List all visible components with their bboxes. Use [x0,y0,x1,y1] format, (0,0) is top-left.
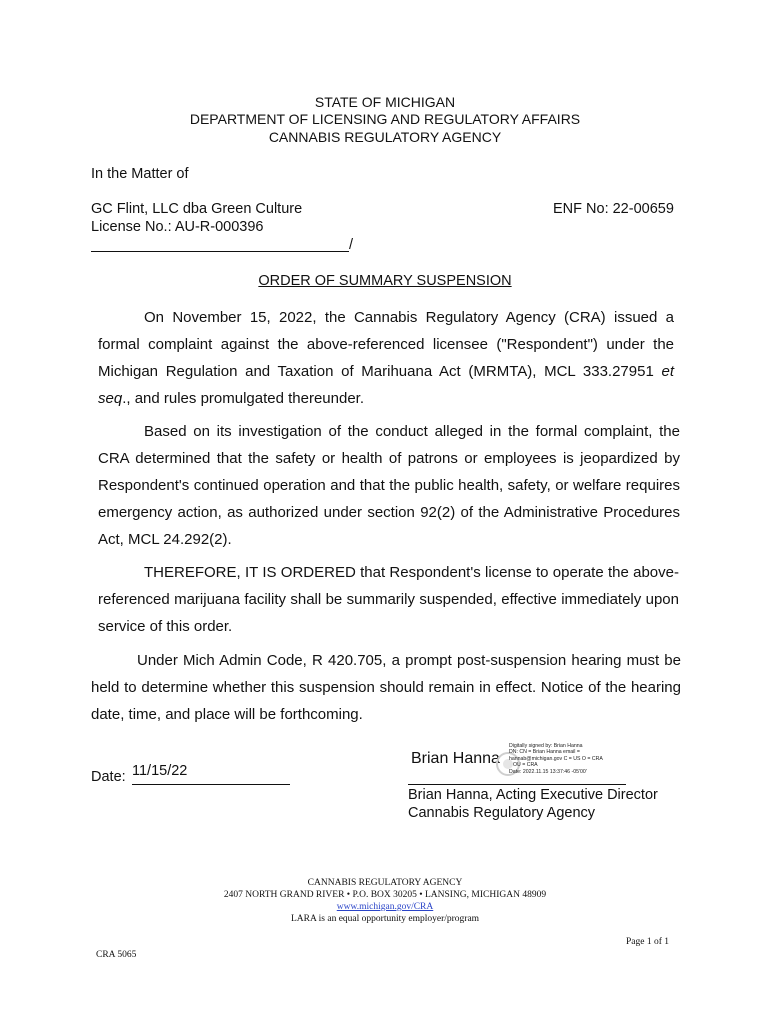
paragraph-order [98,559,679,640]
header-department: DEPARTMENT OF LICENSING AND REGULATORY AFFAIRS [189,111,581,127]
footer-website-link[interactable]: www.michigan.gov/CRA [336,902,434,912]
matter-intro: In the Matter of [91,166,189,182]
paragraph-complaint [98,304,674,412]
page-number: Page 1 of 1 [626,937,670,947]
date-line [132,784,290,785]
license-number: License No.: AU-R-000396 [91,219,264,235]
footer-agency: CANNABIS REGULATORY AGENCY [307,878,463,888]
header-state: STATE OF MICHIGAN [314,94,456,110]
paragraph-investigation-text: Based on its investigation of the conduct alleged in the formal complaint, the CRA determined that the safety or health of patrons or employees is jeopardized by Respondent's continued operation and that the public health, safety, or welfare requires emergency action, as authorized under section 92(2) of the Administrative Procedures Act, MCL 24.292(2). [98,423,680,548]
digital-signature-line: hannab@michigan.gov C = US O = CRA [509,755,603,762]
date-value: 11/15/22 [132,763,188,779]
signature-line [408,784,626,785]
digital-signature-line: Digitally signed by: Brian Hanna [509,743,583,749]
paragraph-hearing [91,647,681,728]
caption-rule [91,251,349,252]
caption-slash: / [349,237,354,253]
paragraph-complaint-text-a: On November 15, 2022, the Cannabis Regulatory Agency (CRA) issued a formal complaint against the above-referenced licensee ("Respondent") under the Michigan Regulation and Taxation of Marihuana Act (MRMTA), MCL 333.27951 [98,309,674,380]
form-number: CRA 5065 [96,950,137,960]
signature-name: Brian Hanna [411,750,500,767]
digital-signature-line: Date: 2022.11.15 13:37:46 -05'00' [509,768,587,775]
paragraph-complaint-text-b: ., and rules promulgated thereunder. [122,390,365,407]
digital-signature-line: OU = CRA [513,762,538,769]
header-agency: CANNABIS REGULATORY AGENCY [268,129,502,145]
paragraph-investigation [98,418,680,553]
signer-agency: Cannabis Regulatory Agency [408,805,596,821]
paragraph-complaint-italic: et seq [98,363,674,407]
digital-signature-line: DN: CN = Brian Hanna email = [509,749,580,756]
order-title: ORDER OF SUMMARY SUSPENSION [258,273,512,289]
footer-equal-opportunity: LARA is an equal opportunity employer/program [290,914,480,924]
paragraph-order-text: THEREFORE, IT IS ORDERED that Respondent's license to operate the above-referenced marijuana facility shall be summarily suspended, effective immediately upon service of this order. [98,564,679,635]
enf-number: ENF No: 22-00659 [553,201,674,217]
date-label: Date: [91,769,126,785]
paragraph-hearing-text: Under Mich Admin Code, R 420.705, a prompt post-suspension hearing must be held to determine whether this suspension should remain in effect. Notice of the hearing date, time, and place will be forthcoming. [91,652,681,723]
footer-address: 2407 NORTH GRAND RIVER • P.O. BOX 30205 • LANSING, MICHIGAN 48909 [223,890,547,900]
footer-website-row [0,901,770,913]
respondent-name: GC Flint, LLC dba Green Culture [91,201,303,217]
signer-title: Brian Hanna, Acting Executive Director [408,787,658,803]
digital-signature-details [509,743,629,775]
